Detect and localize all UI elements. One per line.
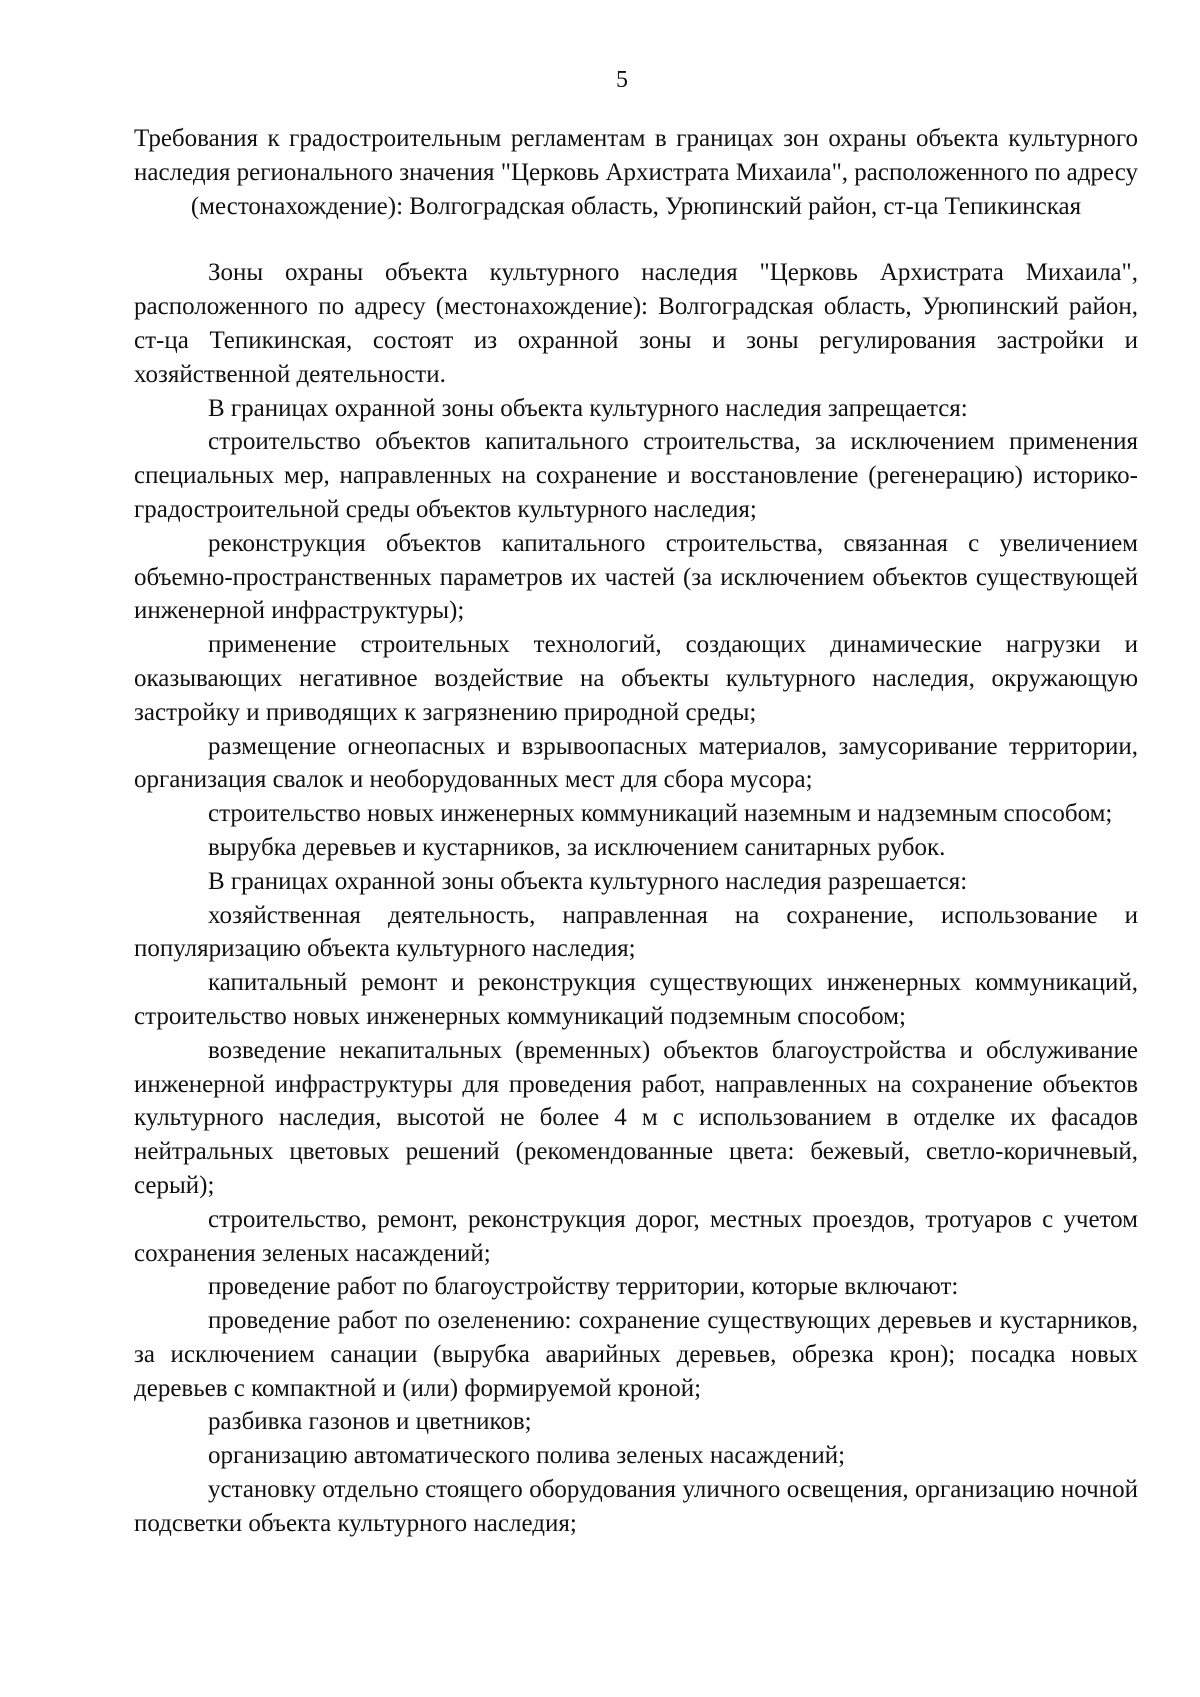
paragraph-permitted-item: разбивка газонов и цветников;: [208, 1408, 532, 1436]
paragraph-prohibited-item: строительство новых инженерных коммуникаций наземным и надземным способом;: [208, 800, 1113, 828]
paragraph-prohibited-item: размещение огнеопасных и взрывоопасных материалов, замусоривание территории, организация свалок и необорудованных мест для сбора мусора;: [134, 732, 1138, 794]
page-number: 5: [616, 67, 628, 93]
title-spacer: [134, 223, 1138, 256]
paragraph-permitted-item: капитальный ремонт и реконструкция существующих инженерных коммуникаций, строительство новых инженерных коммуникаций подземным способом;: [134, 969, 1138, 1030]
paragraph-permitted-item: строительство, ремонт, реконструкция дорог, местных проездов, тротуаров с учетом сохранения зеленых насаждений;: [134, 1205, 1138, 1267]
paragraph-permitted-item: проведение работ по благоустройству территории, которые включают:: [208, 1273, 959, 1301]
paragraph-permitted-heading: В границах охранной зоны объекта культурного наследия разрешается:: [208, 867, 968, 895]
paragraph-prohibited-heading: В границах охранной зоны объекта культурного наследия запрещается:: [208, 394, 968, 422]
paragraph-prohibited-item: реконструкция объектов капитального строительства, связанная с увеличением объемно-пространственных параметров их частей (за исключением объектов существующей инженерной инфраструктуры);: [134, 529, 1138, 625]
paragraph-permitted-item: хозяйственная деятельность, направленная на сохранение, использование и популяризацию объекта культурного наследия;: [134, 901, 1138, 963]
paragraph-permitted-item: возведение некапитальных (временных) объектов благоустройства и обслуживание инженерной инфраструктуры для проведения работ, направленных на сохранение объектов культурного наследия, высотой не более 4 м с использованием в отделке их фасадов нейтральных цветовых решений (рекомендованные цвета: бежевый, светло-коричневый, серый);: [134, 1036, 1138, 1199]
paragraph-permitted-item: проведение работ по озеленению: сохранение существующих деревьев и кустарников, за исключением санации (вырубка аварийных деревьев, обрезка крон); посадка новых деревьев с компактной и (или) формируемой кроной;: [134, 1307, 1138, 1402]
paragraph-prohibited-item: применение строительных технологий, создающих динамические нагрузки и оказывающих негативное воздействие на объекты культурного наследия, окружающую застройку и приводящих к загрязнению природной среды;: [134, 631, 1138, 726]
paragraph-zones-intro: Зоны охраны объекта культурного наследия "Церковь Архистрата Михаила", расположенного по адресу (местонахождение): Волгоградская область, Урюпинский район, ст-ца Тепикинская, состоят из охранной зоны и зоны регулирования застройки и хозяйственной деятельности.: [134, 259, 1138, 388]
document-title: Требования к градостроительным регламентам в границах зон охраны объекта культурного наследия регионального значения "Церковь Архистрата Михаила", расположенного по адресу (местонахождение): Волгоградская область, Урюпинский район, ст-ца Тепикинская: [134, 125, 1138, 220]
paragraph-prohibited-item: строительство объектов капитального строительства, за исключением применения специальных мер, направленных на сохранение и восстановление (регенерацию) историко-градостроительной среды объектов культурного наследия;: [134, 428, 1138, 523]
document-body: [134, 122, 1138, 1541]
paragraph-permitted-item: организацию автоматического полива зеленых насаждений;: [208, 1442, 846, 1470]
paragraph-prohibited-item: вырубка деревьев и кустарников, за исключением санитарных рубок.: [208, 833, 946, 861]
paragraph-permitted-item: установку отдельно стоящего оборудования уличного освещения, организацию ночной подсветки объекта культурного наследия;: [134, 1476, 1138, 1537]
